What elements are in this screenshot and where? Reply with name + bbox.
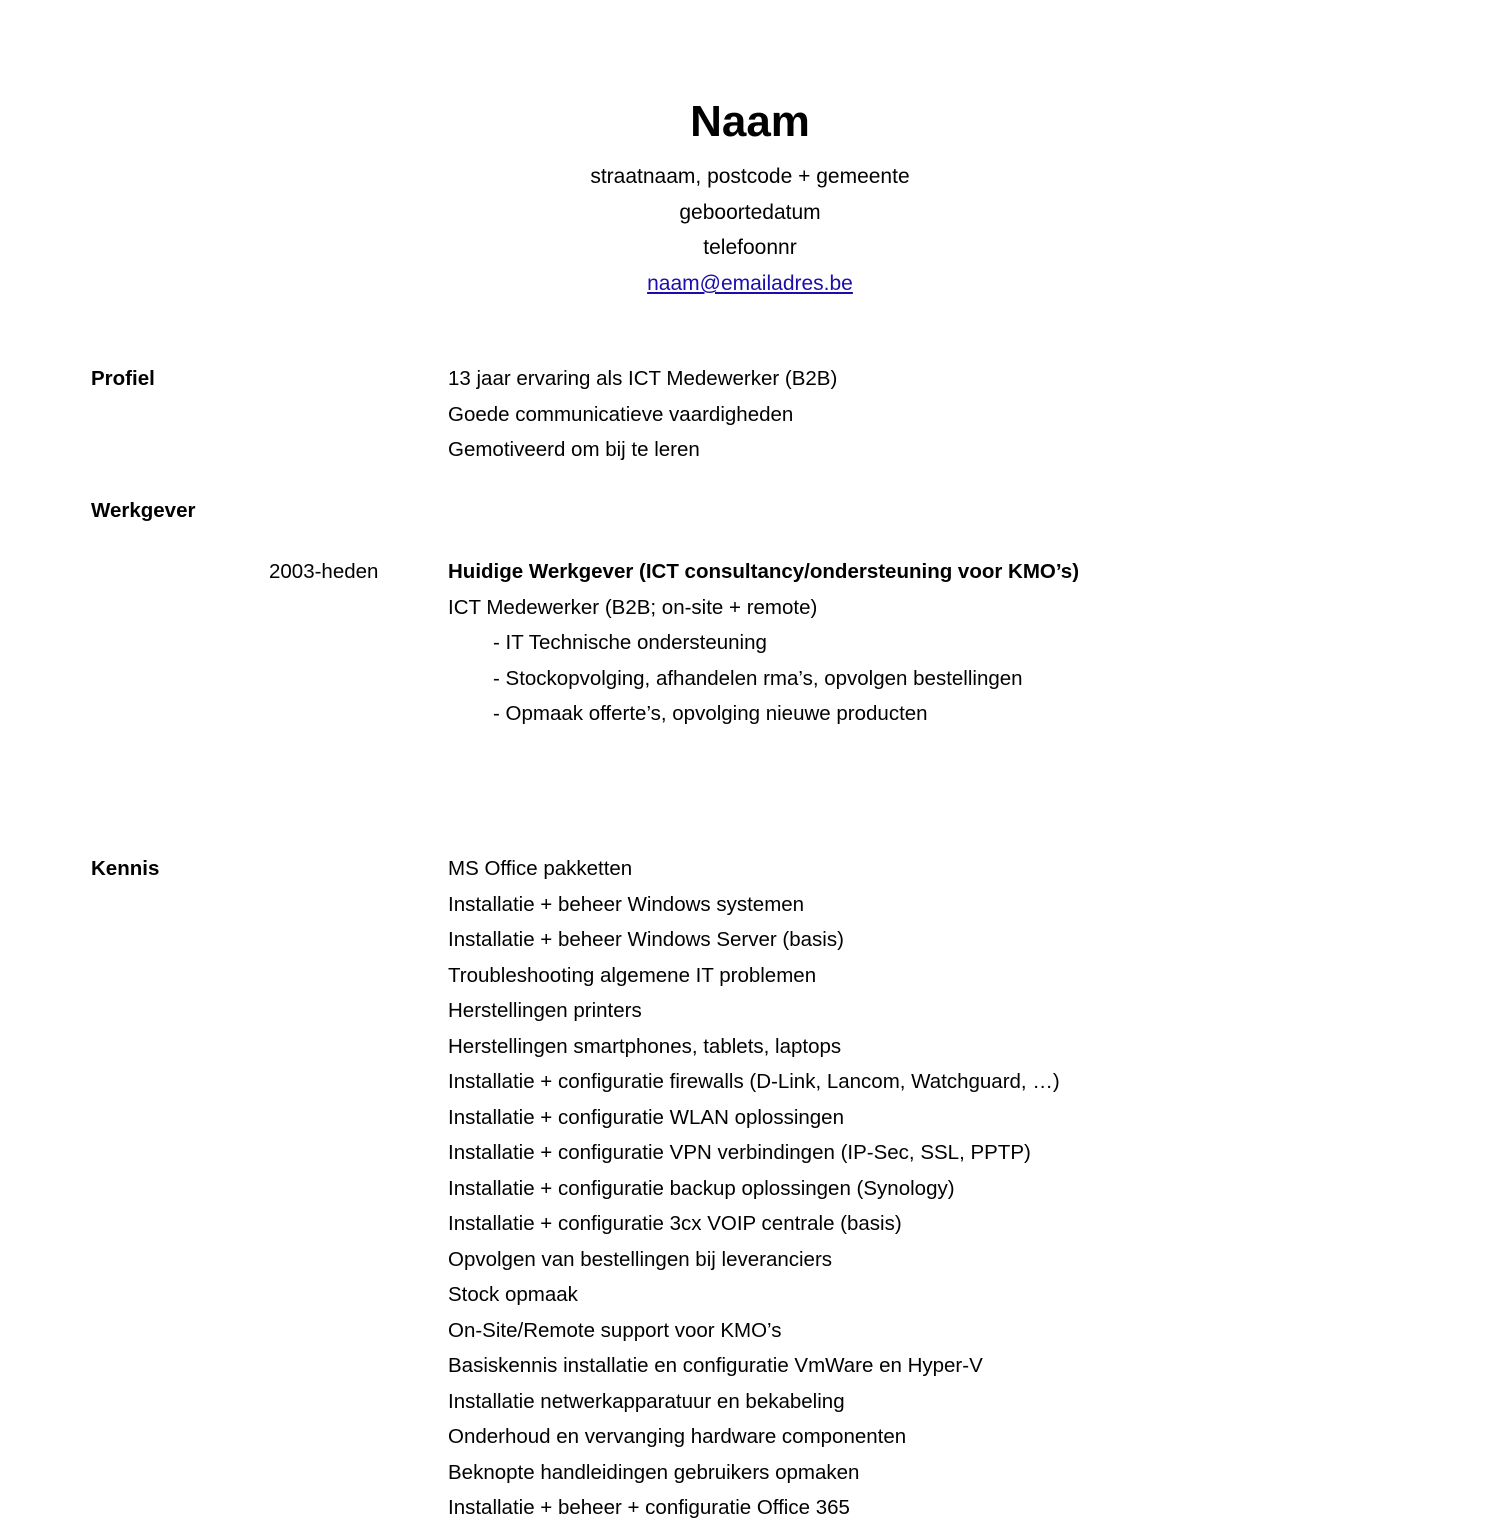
- section-label-employer: Werkgever: [91, 499, 196, 522]
- company-name: Huidige Werkgever (ICT consultancy/ondersteuning voor KMO’s): [448, 560, 1080, 583]
- employment-period: 2003-heden: [269, 560, 379, 583]
- knowledge-item: Onderhoud en vervanging hardware componenten: [448, 1425, 907, 1448]
- profile-line: Goede communicatieve vaardigheden: [448, 402, 794, 426]
- address: straatnaam, postcode + gemeente: [590, 165, 910, 188]
- knowledge-item: On-Site/Remote support voor KMO’s: [448, 1318, 782, 1342]
- knowledge-item: Basiskennis installatie en configuratie VmWare en Hyper-V: [448, 1354, 983, 1377]
- email-link[interactable]: naam@emailadres.be: [647, 272, 853, 295]
- knowledge-item: Herstellingen smartphones, tablets, laptops: [448, 1034, 842, 1058]
- knowledge-item: Beknopte handleidingen gebruikers opmaken: [448, 1460, 860, 1484]
- profile-line: 13 jaar ervaring als ICT Medewerker (B2B): [448, 367, 838, 390]
- knowledge-item: Troubleshooting algemene IT problemen: [448, 963, 817, 987]
- job-role: ICT Medewerker (B2B; on-site + remote): [448, 595, 818, 619]
- knowledge-item: Installatie + configuratie firewalls (D-Link, Lancom, Watchguard, …): [448, 1070, 1060, 1093]
- task-item: - Opmaak offerte’s, opvolging nieuwe producten: [493, 702, 928, 725]
- birthdate: geboortedatum: [679, 201, 821, 224]
- knowledge-item: Installatie + beheer Windows Server (basis): [448, 928, 844, 951]
- knowledge-item: Installatie + configuratie 3cx VOIP centrale (basis): [448, 1212, 902, 1235]
- task-item: - Stockopvolging, afhandelen rma’s, opvolgen bestellingen: [493, 666, 1023, 690]
- employment-details: [448, 554, 1079, 732]
- profile-line: Gemotiveerd om bij te leren: [448, 438, 700, 461]
- knowledge-item: Installatie + configuratie backup oplossingen (Synology): [448, 1176, 955, 1200]
- knowledge-item: Installatie + beheer + configuratie Office 365: [448, 1496, 850, 1519]
- phone: telefoonnr: [703, 236, 797, 259]
- knowledge-item: Stock opmaak: [448, 1283, 578, 1306]
- profile-list: [448, 361, 837, 468]
- task-item: - IT Technische ondersteuning: [493, 631, 767, 654]
- knowledge-item: Herstellingen printers: [448, 999, 642, 1022]
- cv-name: Naam: [690, 97, 810, 146]
- knowledge-item: Installatie netwerkapparatuur en bekabeling: [448, 1389, 845, 1413]
- knowledge-item: Installatie + configuratie VPN verbindingen (IP-Sec, SSL, PPTP): [448, 1141, 1031, 1164]
- knowledge-item: Installatie + configuratie WLAN oplossingen: [448, 1105, 844, 1129]
- knowledge-item: Opvolgen van bestellingen bij leveranciers: [448, 1247, 833, 1271]
- knowledge-item: Installatie + beheer Windows systemen: [448, 892, 805, 916]
- section-label-knowledge: Kennis: [91, 857, 160, 880]
- section-label-profile: Profiel: [91, 367, 155, 390]
- knowledge-item: MS Office pakketten: [448, 857, 633, 880]
- knowledge-list: [448, 851, 1060, 1526]
